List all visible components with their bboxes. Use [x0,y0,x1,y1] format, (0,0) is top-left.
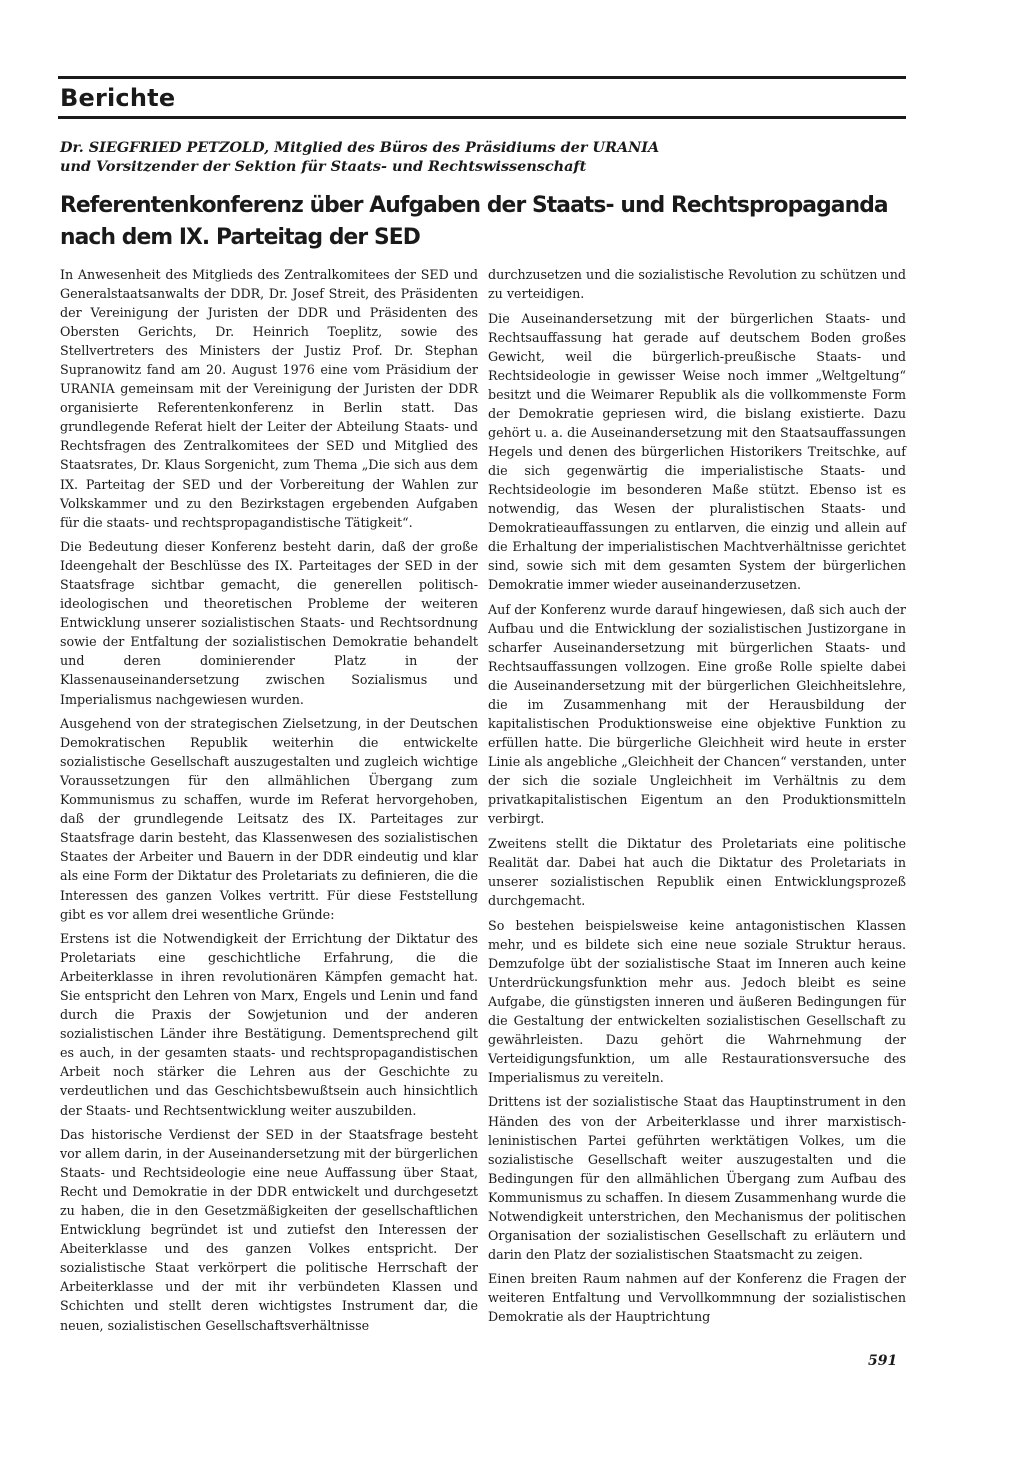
section-rule [58,116,906,119]
top-rule [58,76,906,79]
text-column-right [488,265,906,1332]
paragraph: Erstens ist die Notwendigkeit der Errichtung der Diktatur des Proletariats eine geschichtliche Erfahrung, die die Arbeiterklasse in ihren revolutionären Kämpfen gemacht hat. Sie entspricht den Lehren von Marx, Engels und Lenin und fand durch die Praxis der Sowjetunion und der anderen sozialistischen Länder ihre Bestätigung. Dementsprechend gilt es auch, in der gesamten staats- und rechtspropagandistischen Arbeit noch stärker die Lehren aus der Geschichte zu verdeutlichen und das Geschichtsbewußtsein auch hinsichtlich der Staats- und Rechtsentwicklung weiter auszubilden. [60,931,478,1118]
paragraph: Das historische Verdienst der SED in der Staatsfrage besteht vor allem darin, in der Auseinandersetzung mit der bürgerlichen Staats- und Rechtsideologie eine neue Auffassung über Staat, Recht und Demokratie in der DDR entwickelt und durchgesetzt zu haben, die in den Gesetzmäßigkeiten der gesellschaftlichen Entwicklung begründet ist und zutiefst den Interessen der Abeiterklasse und des ganzen Volkes entspricht. Der sozialistische Staat verkörpert die politische Herrschaft der Arbeiterklasse und der mit ihr verbündeten Klassen und Schichten und stellt deren wichtigstes Instrument dar, die neuen, sozialistischen Gesellschaftsverhältnisse [60,1127,478,1333]
text-column-left [60,265,478,1340]
paragraph: In Anwesenheit des Mitglieds des Zentralkomitees der SED und Generalstaatsanwalts der DDR, Dr. Josef Streit, des Präsidenten der Vereinigung der Juristen der DDR und Präsidenten des Obersten Gerichts, Dr. Heinrich Toeplitz, sowie des Stellvertreters des Ministers der Justiz Prof. Dr. Stephan Supranowitz fand am 20. August 1976 eine vom Präsidium der URANIA gemeinsam mit der Vereinigung der Juristen der DDR organisierte Referentenkonferenz in Berlin statt. Das grundlegende Referat hielt der Leiter der Abteilung Staats- und Rechtsfragen des Zentralkomitees der SED und Mitglied des Staatsrates, Dr. Klaus Sorgenicht, zum Thema „Die sich aus dem IX. Parteitag der SED und der Vorbereitung der Wahlen zur Volkskammer und zu den Bezirkstagen ergebenden Aufgaben für die staats- und rechtspropagandistische Tätigkeit“. [60,267,478,530]
paragraph: Die Bedeutung dieser Konferenz besteht darin, daß der große Ideengehalt der Beschlüsse des IX. Parteitages der SED in der Staatsfrage sichtbar gemacht, die generellen politisch-ideologischen und theoretischen Probleme der weiteren Entwicklung unserer sozialistischen Staats- und Rechtsordnung sowie der Entfaltung der sozialistischen Demokratie behandelt und deren dominierender Platz in der Klassenauseinandersetzung zwischen Sozialismus und Imperialismus nachgewiesen wurden. [60,539,478,707]
section-title: Berichte [60,84,176,112]
article-title-line-2: nach dem IX. Parteitag der SED [60,225,420,250]
paragraph: Ausgehend von der strategischen Zielsetzung, in der Deutschen Demokratischen Republik weiterhin die entwickelte sozialistische Gesellschaft auszugestalten und zugleich wichtige Voraussetzungen für den allmählichen Übergang zum Kommunismus zu schaffen, wurde im Referat hervorgehoben, daß der grundlegende Leitsatz des IX. Parteitages zur Staatsfrage darin besteht, das Klassenwesen des sozialistischen Staates der Arbeiter und Bauern in der DDR eindeutig und klar als eine Form der Diktatur des Proletariats zu definieren, die die Interessen des ganzen Volkes vertritt. Für diese Feststellung gibt es vor allem drei wesentliche Gründe: [60,716,478,922]
paragraph: Einen breiten Raum nahmen auf der Konferenz die Fragen der weiteren Entfaltung und Vervollkommnung der sozialistischen Demokratie als der Hauptrichtung [488,1271,906,1325]
author-line-1: Dr. SIEGFRIED PETZOLD, Mitglied des Büros des Präsidiums der URANIA [60,139,660,156]
author-byline [60,138,880,176]
paragraph: Drittens ist der sozialistische Staat das Hauptinstrument in den Händen des von der Arbeiterklasse und ihrer marxistisch-leninistischen Partei geführten werktätigen Volkes, um die sozialistische Gesellschaft weiter auszugestalten und die Bedingungen für den allmählichen Übergang zum Aufbau des Kommunismus zu schaffen. In diesem Zusammenhang wurde die Notwendigkeit unterstrichen, den Mechanismus der politischen Organisation der sozialistischen Gesellschaft zu erläutern und darin den Platz der sozialistischen Staatsmacht zu zeigen. [488,1094,906,1262]
article-title-line-1: Referentenkonferenz über Aufgaben der Staats- und Rechtspropaganda [60,193,888,218]
paragraph: durchzusetzen und die sozialistische Revolution zu schützen und zu verteidigen. [488,267,906,302]
paragraph: So bestehen beispielsweise keine antagonistischen Klassen mehr, und es bildete sich eine neue soziale Struktur heraus. Demzufolge übt der sozialistische Staat im Inneren auch keine Unterdrückungsfunktion mehr aus. Jedoch bleibt es seine Aufgabe, die günstigsten inneren und äußeren Bedingungen für die Gestaltung der entwickelten sozialistischen Gesellschaft zu gewährleisten. Dazu gehört die Wahrnehmung der Verteidigungsfunktion, um alle Restaurationsversuche des Imperialismus zu vereiteln. [488,917,906,1085]
page-number: 591 [868,1353,898,1369]
paragraph: Auf der Konferenz wurde darauf hingewiesen, daß sich auch der Aufbau und die Entwicklung der sozialistischen Justizorgane in scharfer Auseinandersetzung mit bürgerlichen Staats- und Rechtsauffassungen vollzogen. Eine große Rolle spielte dabei die Auseinandersetzung mit der bürgerlichen Gleichheitslehre, die im Zusammenhang mit der Herausbildung der kapitalistischen Produktionsweise eine objektive Funktion zu erfüllen hatte. Die bürgerliche Gleichheit wird heute in erster Linie als angebliche „Gleichheit der Chancen“ verstanden, unter der sich die soziale Ungleichheit im Verhältnis zu dem privatkapitalistischen Eigentum an den Produktionsmitteln verbirgt. [488,601,906,827]
paragraph: Zweitens stellt die Diktatur des Proletariats eine politische Realität dar. Dabei hat auch die Diktatur des Proletariats in unserer sozialistischen Republik einen Entwicklungsprozeß durchgemacht. [488,835,906,908]
author-line-2: und Vorsitzender der Sektion für Staats- und Rechtswissenschaft [60,158,587,175]
paragraph: Die Auseinandersetzung mit der bürgerlichen Staats- und Rechtsauffassung hat gerade auf deutschem Boden großes Gewicht, weil die bürgerlich-preußische Staats- und Rechtsideologie in gewisser Weise noch immer „Weltgeltung“ besitzt und die Weimarer Republik als die vollkommenste Form der Demokratie gepriesen wird, die bislang existierte. Dazu gehört u. a. die Auseinandersetzung mit den Staatsauffassungen Hegels und denen des bürgerlichen Historikers Treitschke, auf die sich gegenwärtig die imperialistische Staats- und Rechtsideologie im besonderen Maße stützt. Ebenso ist es notwendig, das Wesen der pluralistischen Staats- und Demokratieauffassungen zu entlarven, die einzig und allein auf die Erhaltung der imperialistischen Machtverhältnisse gerichtet sind, sowie sich mit dem gesamten System der bürgerlichen Demokratie immer wieder auseinanderzusetzen. [488,310,906,593]
article-title [60,190,911,254]
